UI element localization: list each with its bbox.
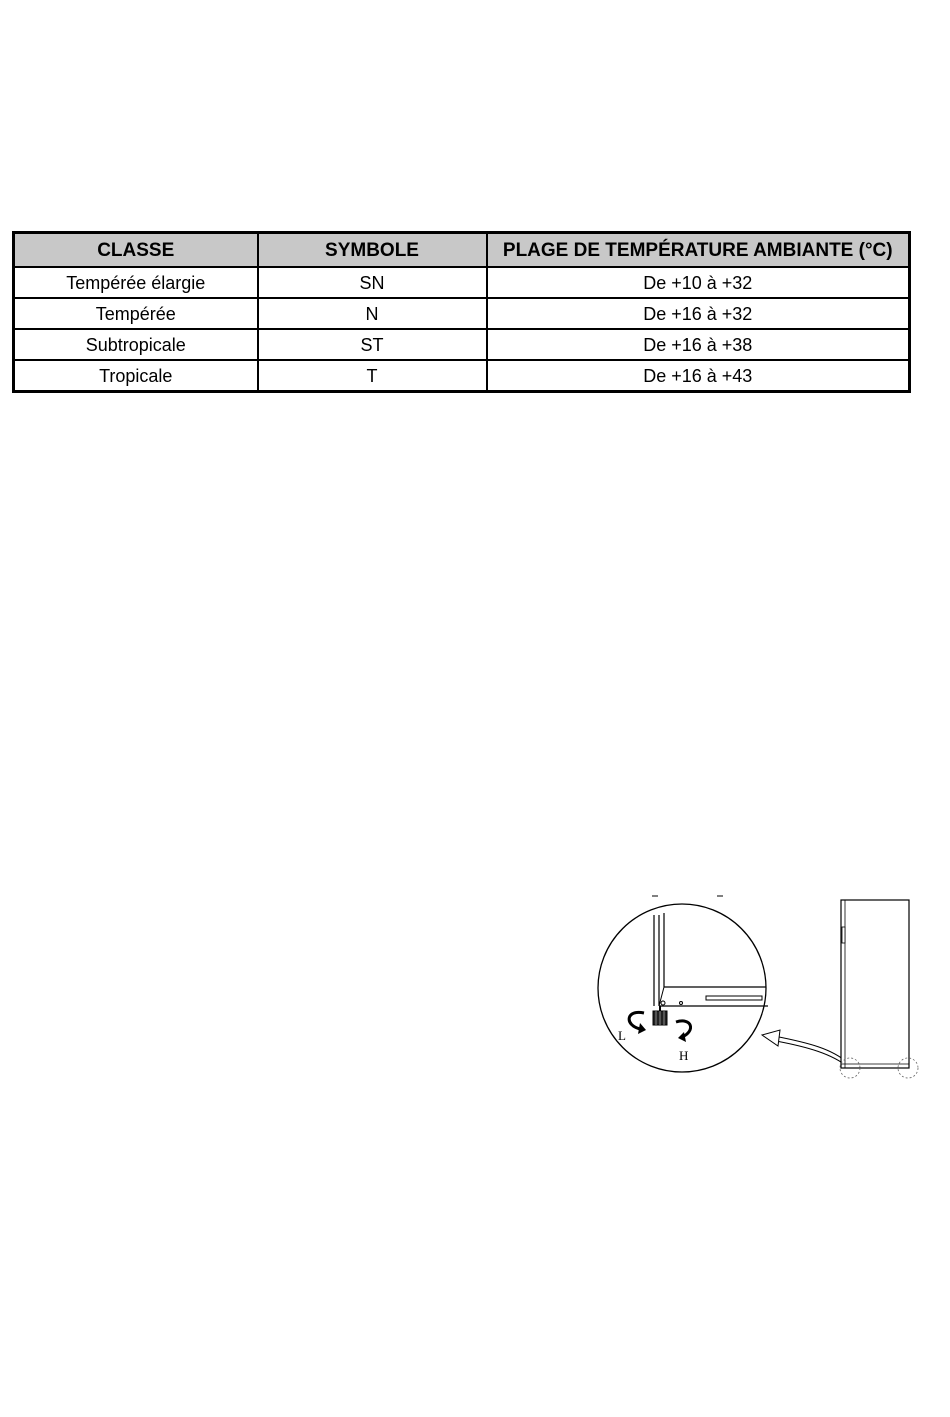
table-row [14, 329, 910, 360]
refrigerator-cabinet-icon [840, 900, 918, 1078]
table-row [14, 267, 910, 298]
cell-classe: Tropicale [14, 360, 258, 392]
cell-symbole: T [258, 360, 487, 392]
cell-plage: De +10 à +32 [487, 267, 910, 298]
header-classe: CLASSE [14, 233, 258, 268]
header-symbole: SYMBOLE [258, 233, 487, 268]
table-header [14, 233, 910, 268]
cell-symbole: ST [258, 329, 487, 360]
callout-arrow-icon [762, 1030, 848, 1067]
cell-classe: Tempérée élargie [14, 267, 258, 298]
table-body [14, 267, 910, 392]
leveling-foot-drawing [596, 893, 922, 1087]
table-header-row [14, 233, 910, 268]
cell-classe: Subtropicale [14, 329, 258, 360]
cell-plage: De +16 à +32 [487, 298, 910, 329]
cell-symbole: N [258, 298, 487, 329]
label-low: L [618, 1028, 626, 1043]
climate-class-table [12, 231, 911, 393]
cell-symbole: SN [258, 267, 487, 298]
header-plage: PLAGE DE TEMPÉRATURE AMBIANTE (°C) [487, 233, 910, 268]
magnified-foot-detail [598, 904, 768, 1072]
cell-plage: De +16 à +38 [487, 329, 910, 360]
magnifier-circle [598, 904, 766, 1072]
table-row [14, 360, 910, 392]
cell-classe: Tempérée [14, 298, 258, 329]
table-row [14, 298, 910, 329]
label-high: H [679, 1048, 689, 1063]
cell-plage: De +16 à +43 [487, 360, 910, 392]
leveling-foot-illustration [596, 893, 922, 1087]
